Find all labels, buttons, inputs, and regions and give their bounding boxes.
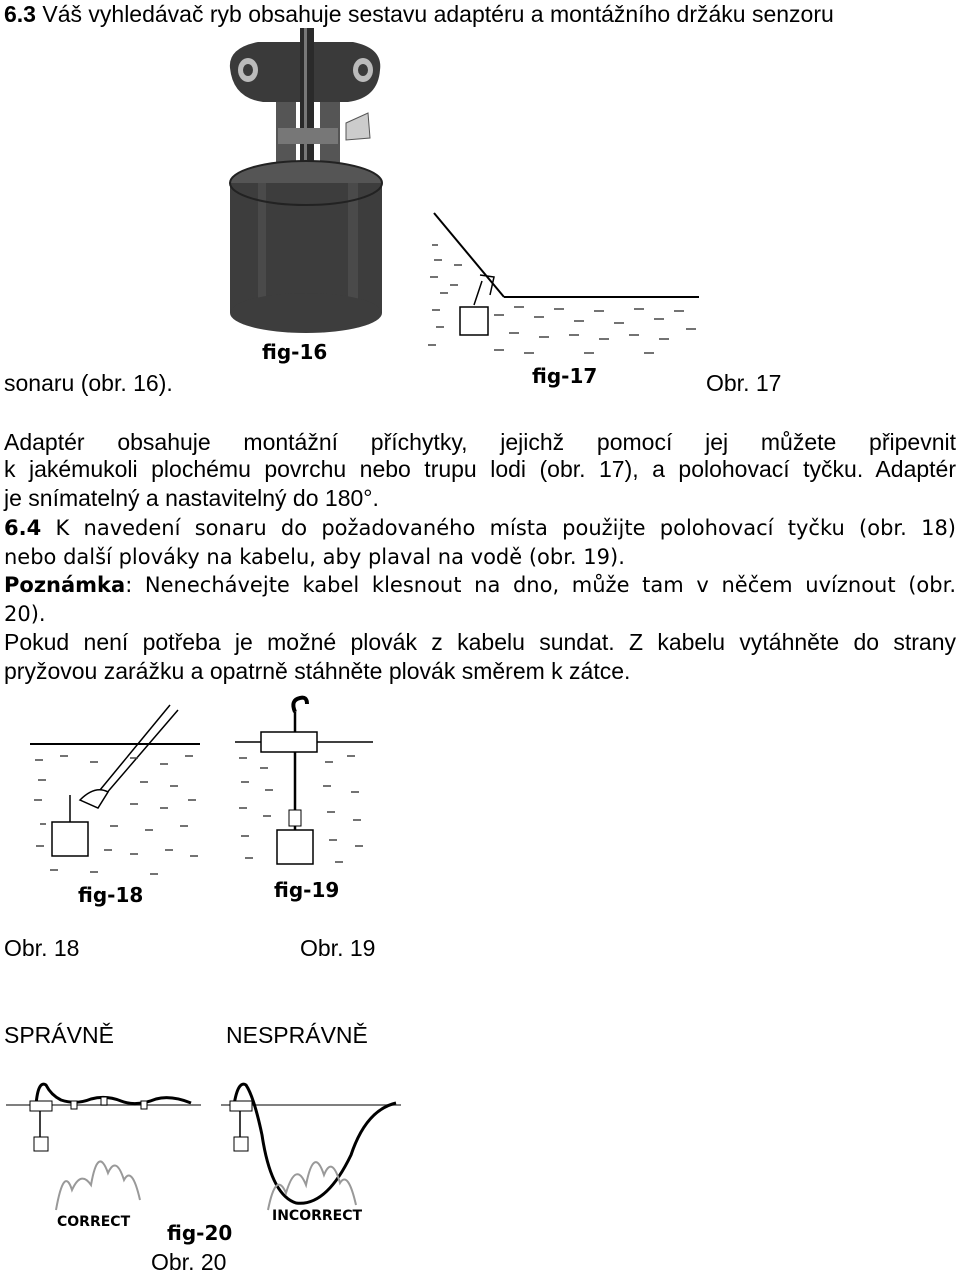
fig-17-hull-mount-illustration <box>424 205 706 365</box>
fig-20-correct-panel <box>6 1084 201 1210</box>
incorrect-label: INCORRECT <box>272 1208 363 1224</box>
paragraph-1-line-1: Adaptér obsahuje montážní příchytky, jejichž pomocí jej můžete připevnit <box>4 429 956 455</box>
section-number: 6.3 <box>4 1 36 27</box>
section-6-4-line-1 <box>4 514 956 542</box>
note-label: Poznámka <box>4 573 126 597</box>
paragraph-1-line-3: je snímatelný a nastavitelný do 180°. <box>4 485 379 511</box>
fig-17-label: fig-17 <box>532 364 598 388</box>
fig-20-incorrect-panel <box>221 1084 401 1210</box>
obr-20-caption: Obr. 20 <box>151 1249 227 1275</box>
section-6-3-continuation: sonaru (obr. 16). <box>4 370 173 396</box>
fig-20-label: fig-20 <box>167 1221 233 1245</box>
correct-heading: SPRÁVNĚ <box>4 1022 114 1048</box>
fig-18-pole-illustration <box>30 700 205 885</box>
paragraph-2-line-2: pryžovou zarážku a opatrně stáhněte plovák směrem k zátce. <box>4 658 631 684</box>
note-text: : Nenechávejte kabel klesnout na dno, může tam v něčem uvíznout (obr. <box>125 573 956 597</box>
paragraph-1-line-2: k jakémukoli plochému povrchu nebo trupu lodi (obr. 17), a polohovací tyčku. Adaptér <box>4 456 956 482</box>
fig-18-label: fig-18 <box>78 883 144 907</box>
fig-19-label: fig-19 <box>274 878 340 902</box>
incorrect-heading: NESPRÁVNĚ <box>226 1022 368 1048</box>
fig-16-label: fig-16 <box>262 340 328 364</box>
correct-label: CORRECT <box>57 1214 131 1230</box>
paragraph-2-line-1: Pokud není potřeba je možné plovák z kabelu sundat. Z kabelu vytáhněte do strany <box>4 629 956 655</box>
section-6-4-text: K navedení sonaru do požadovaného místa použijte polohovací tyčku (obr. 18) <box>41 516 956 540</box>
obr-17-caption: Obr. 17 <box>706 370 782 396</box>
fig-19-float-illustration <box>235 690 375 875</box>
section-6-4-line-2: nebo další plováky na kabelu, aby plaval na vodě (obr. 19). <box>4 545 625 569</box>
section-number: 6.4 <box>4 516 42 540</box>
note-line-1 <box>4 571 956 599</box>
note-line-2: 20). <box>4 602 46 626</box>
section-6-3-heading <box>4 0 834 28</box>
section-heading-text: Váš vyhledávač ryb obsahuje sestavu adaptéru a montážního držáku senzoru <box>35 1 834 27</box>
obr-18-caption: Obr. 18 <box>4 935 80 961</box>
obr-19-caption: Obr. 19 <box>300 935 376 961</box>
fig-16-sensor-mount-illustration <box>218 28 393 340</box>
